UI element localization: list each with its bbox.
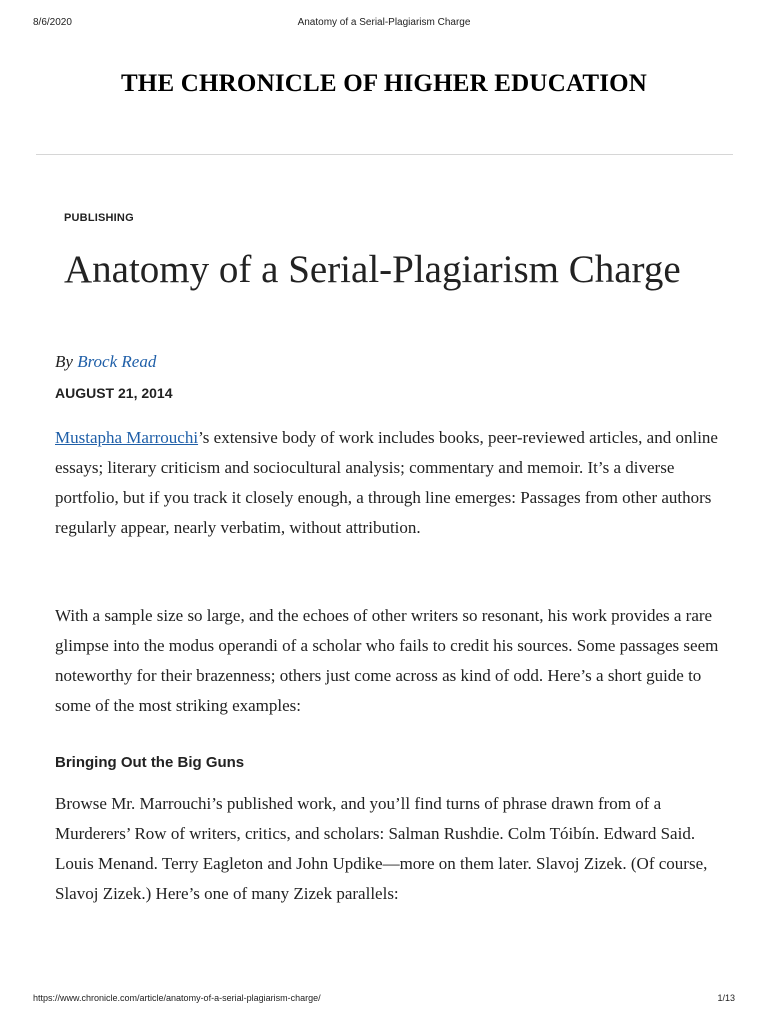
section-subheading: Bringing Out the Big Guns <box>55 754 245 771</box>
print-url: https://www.chronicle.com/article/anatomy-of-a-serial-plagiarism-charge/ <box>33 993 321 1003</box>
masthead-logo[interactable]: THE CHRONICLE OF HIGHER EDUCATION <box>120 70 648 97</box>
paragraph-3: Browse Mr. Marrouchi’s published work, and you’ll find turns of phrase drawn from of a Murderers’ Row of writers, critics, and scholars: Salman Rushdie. Colm Tóibín. Edward Said. Louis Menand. Terry Eagleton and John Updike—more on them later. Slavoj Zizek. (Of course, Slavoj Zizek.) Here’s one of many Zizek parallels: <box>55 794 708 903</box>
paragraph-1-text: ’s extensive body of work includes books, peer-reviewed articles, and online essays; literary criticism and sociocultural analysis; commentary and memoir. It’s a diverse portfolio, but if you track it closely enough, a through line emerges: Passages from other authors regularly appear, nearly verbatim, without attribution. <box>55 428 718 537</box>
byline <box>55 352 156 372</box>
page-number: 1/13 <box>717 993 735 1003</box>
section-label[interactable]: PUBLISHING <box>64 212 134 224</box>
print-footer <box>0 993 768 1007</box>
author-link[interactable]: Brock Read <box>77 352 157 371</box>
publication-date: AUGUST 21, 2014 <box>55 385 173 401</box>
paragraph-1 <box>55 423 725 543</box>
article-headline: Anatomy of a Serial-Plagiarism Charge <box>64 248 681 291</box>
print-date: 8/6/2020 <box>33 17 72 28</box>
header-divider <box>36 154 733 155</box>
byline-prefix: By <box>55 352 78 371</box>
subject-link[interactable]: Mustapha Marrouchi <box>55 428 199 447</box>
print-header <box>0 17 768 33</box>
print-document-title: Anatomy of a Serial-Plagiarism Charge <box>297 17 471 28</box>
paragraph-2: With a sample size so large, and the echoes of other writers so resonant, his work provides a rare glimpse into the modus operandi of a scholar who fails to credit his sources. Some passages seem noteworthy for their brazenness; others just come across as kind of odd. Here’s a short guide to some of the most striking examples: <box>55 606 719 715</box>
